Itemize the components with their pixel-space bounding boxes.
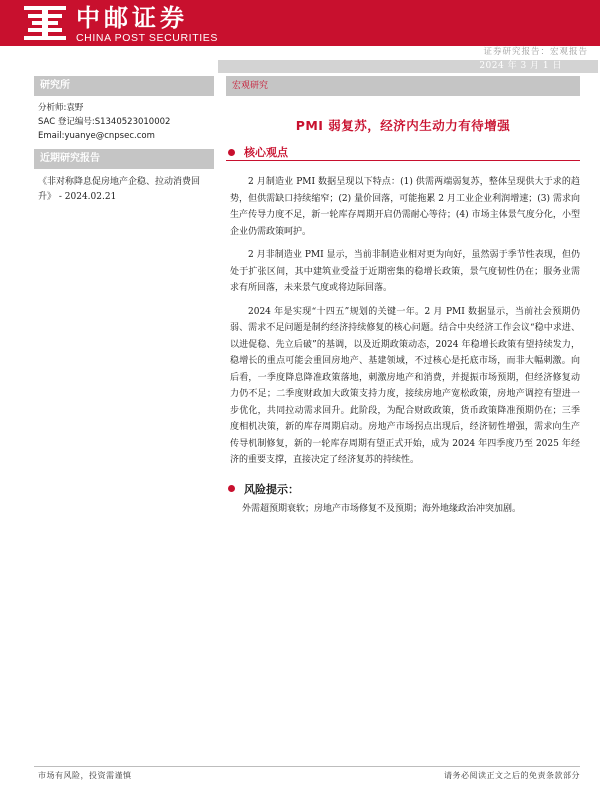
china-post-logo-icon — [22, 3, 68, 43]
recent-report-link[interactable]: 《非对称降息促房地产企稳、拉动消费回升》 - 2024.02.21 — [38, 177, 201, 202]
research-institute-heading: 研究所 — [34, 76, 214, 96]
risk-title: 风险提示： — [244, 482, 299, 496]
recent-reports-list — [34, 169, 214, 205]
paragraph-non-manufacturing: 2 月非制造业 PMI 显示，当前非制造业相对更为向好，虽然弱于季节性表现，但仍处于扩张区间，其中建筑业受益于近期密集的稳增长政策，景气度韧性仍在；服务业需求有所回落，未来景气度或将边际回落。 — [230, 250, 580, 293]
logo-english-name: CHINA POST SECURITIES — [76, 32, 218, 44]
risk-text: 外需超预期衰软；房地产市场修复不及预期；海外地缘政治冲突加剧。 — [242, 503, 522, 514]
header-banner — [0, 0, 600, 46]
report-title: PMI 弱复苏，经济内生动力有待增强 — [295, 118, 511, 133]
main-content — [226, 76, 580, 517]
recent-reports-heading: 近期研究报告 — [34, 149, 214, 169]
date-bar — [218, 60, 598, 73]
paragraph-policy-outlook: 2024 年是实现“十四五”规划的关键一年。2 月 PMI 数据显示，当前社会预期仍弱、需求不足问题是制约经济持续修复的核心问题。结合中央经济工作会议“稳中求进、以进促稳、先立后破”的基调，以及近期政策动态，2024 年稳增长政策有望持续发力，稳增长的重点可能会重回房地产、基建领域，不过核心是托底市场，而非大幅刺激。向后看，一季度降息降准政策落地，刺激房地产和消费，并提振市场预期，但经济修复动力仍不足；二季度财政加大政策支持力度，接续房地产宽松政策，房地产调控有望进一步优化，共同拉动需求回升。此阶段，为配合财政政策，货币政策降准预期仍在；三季度相机决策，新的库存周期启动。房地产市场拐点出现后，经济韧性增强，需求向生产传导机制修复，新的一轮库存周期有望正式开始，成为 2024 年四季度乃至 2025 年经济的重要支撑，直接决定了经济复苏的持续性。 — [230, 306, 580, 465]
footer-disclaimer: 请务必阅读正文之后的免责条款部分 — [444, 771, 580, 780]
category-label: 宏观研究 — [226, 76, 580, 96]
sac-registration: SAC 登记编号:S1340523010002 — [38, 117, 171, 127]
footer-risk-warning: 市场有风险，投资需谨慎 — [38, 771, 132, 780]
analyst-name: 分析师:袁野 — [38, 103, 84, 113]
core-views-heading — [226, 144, 580, 160]
core-views-title: 核心观点 — [244, 146, 288, 159]
red-bullet-icon — [228, 149, 235, 156]
core-views-body — [226, 174, 580, 469]
footer-divider — [34, 766, 580, 767]
sidebar — [34, 76, 214, 205]
logo-chinese-name: 中邮证券 — [76, 4, 188, 32]
report-type-label: 证券研究报告：宏观报告 — [483, 47, 588, 57]
report-date: 2024 年 3 月 1 日 — [479, 61, 562, 71]
risk-heading — [226, 481, 580, 497]
core-views-divider — [226, 160, 580, 161]
analyst-email[interactable]: Email:yuanye@cnpsec.com — [38, 131, 155, 141]
paragraph-pmi-features: 2 月制造业 PMI 数据呈现以下特点：(1) 供需两端弱复苏，整体呈现供大于求的趋势，但供需缺口持续缩窄；(2) 量价回落，可能拖累 2 月工业企业利润增速；(3) 需求向生产传导力度不足，新一轮库存周期开启仍需耐心等待；(4) 市场主体景气度分化，小型企业仍需政策呵护。 — [230, 177, 580, 237]
analyst-info — [34, 96, 214, 149]
red-bullet-icon — [228, 485, 235, 492]
